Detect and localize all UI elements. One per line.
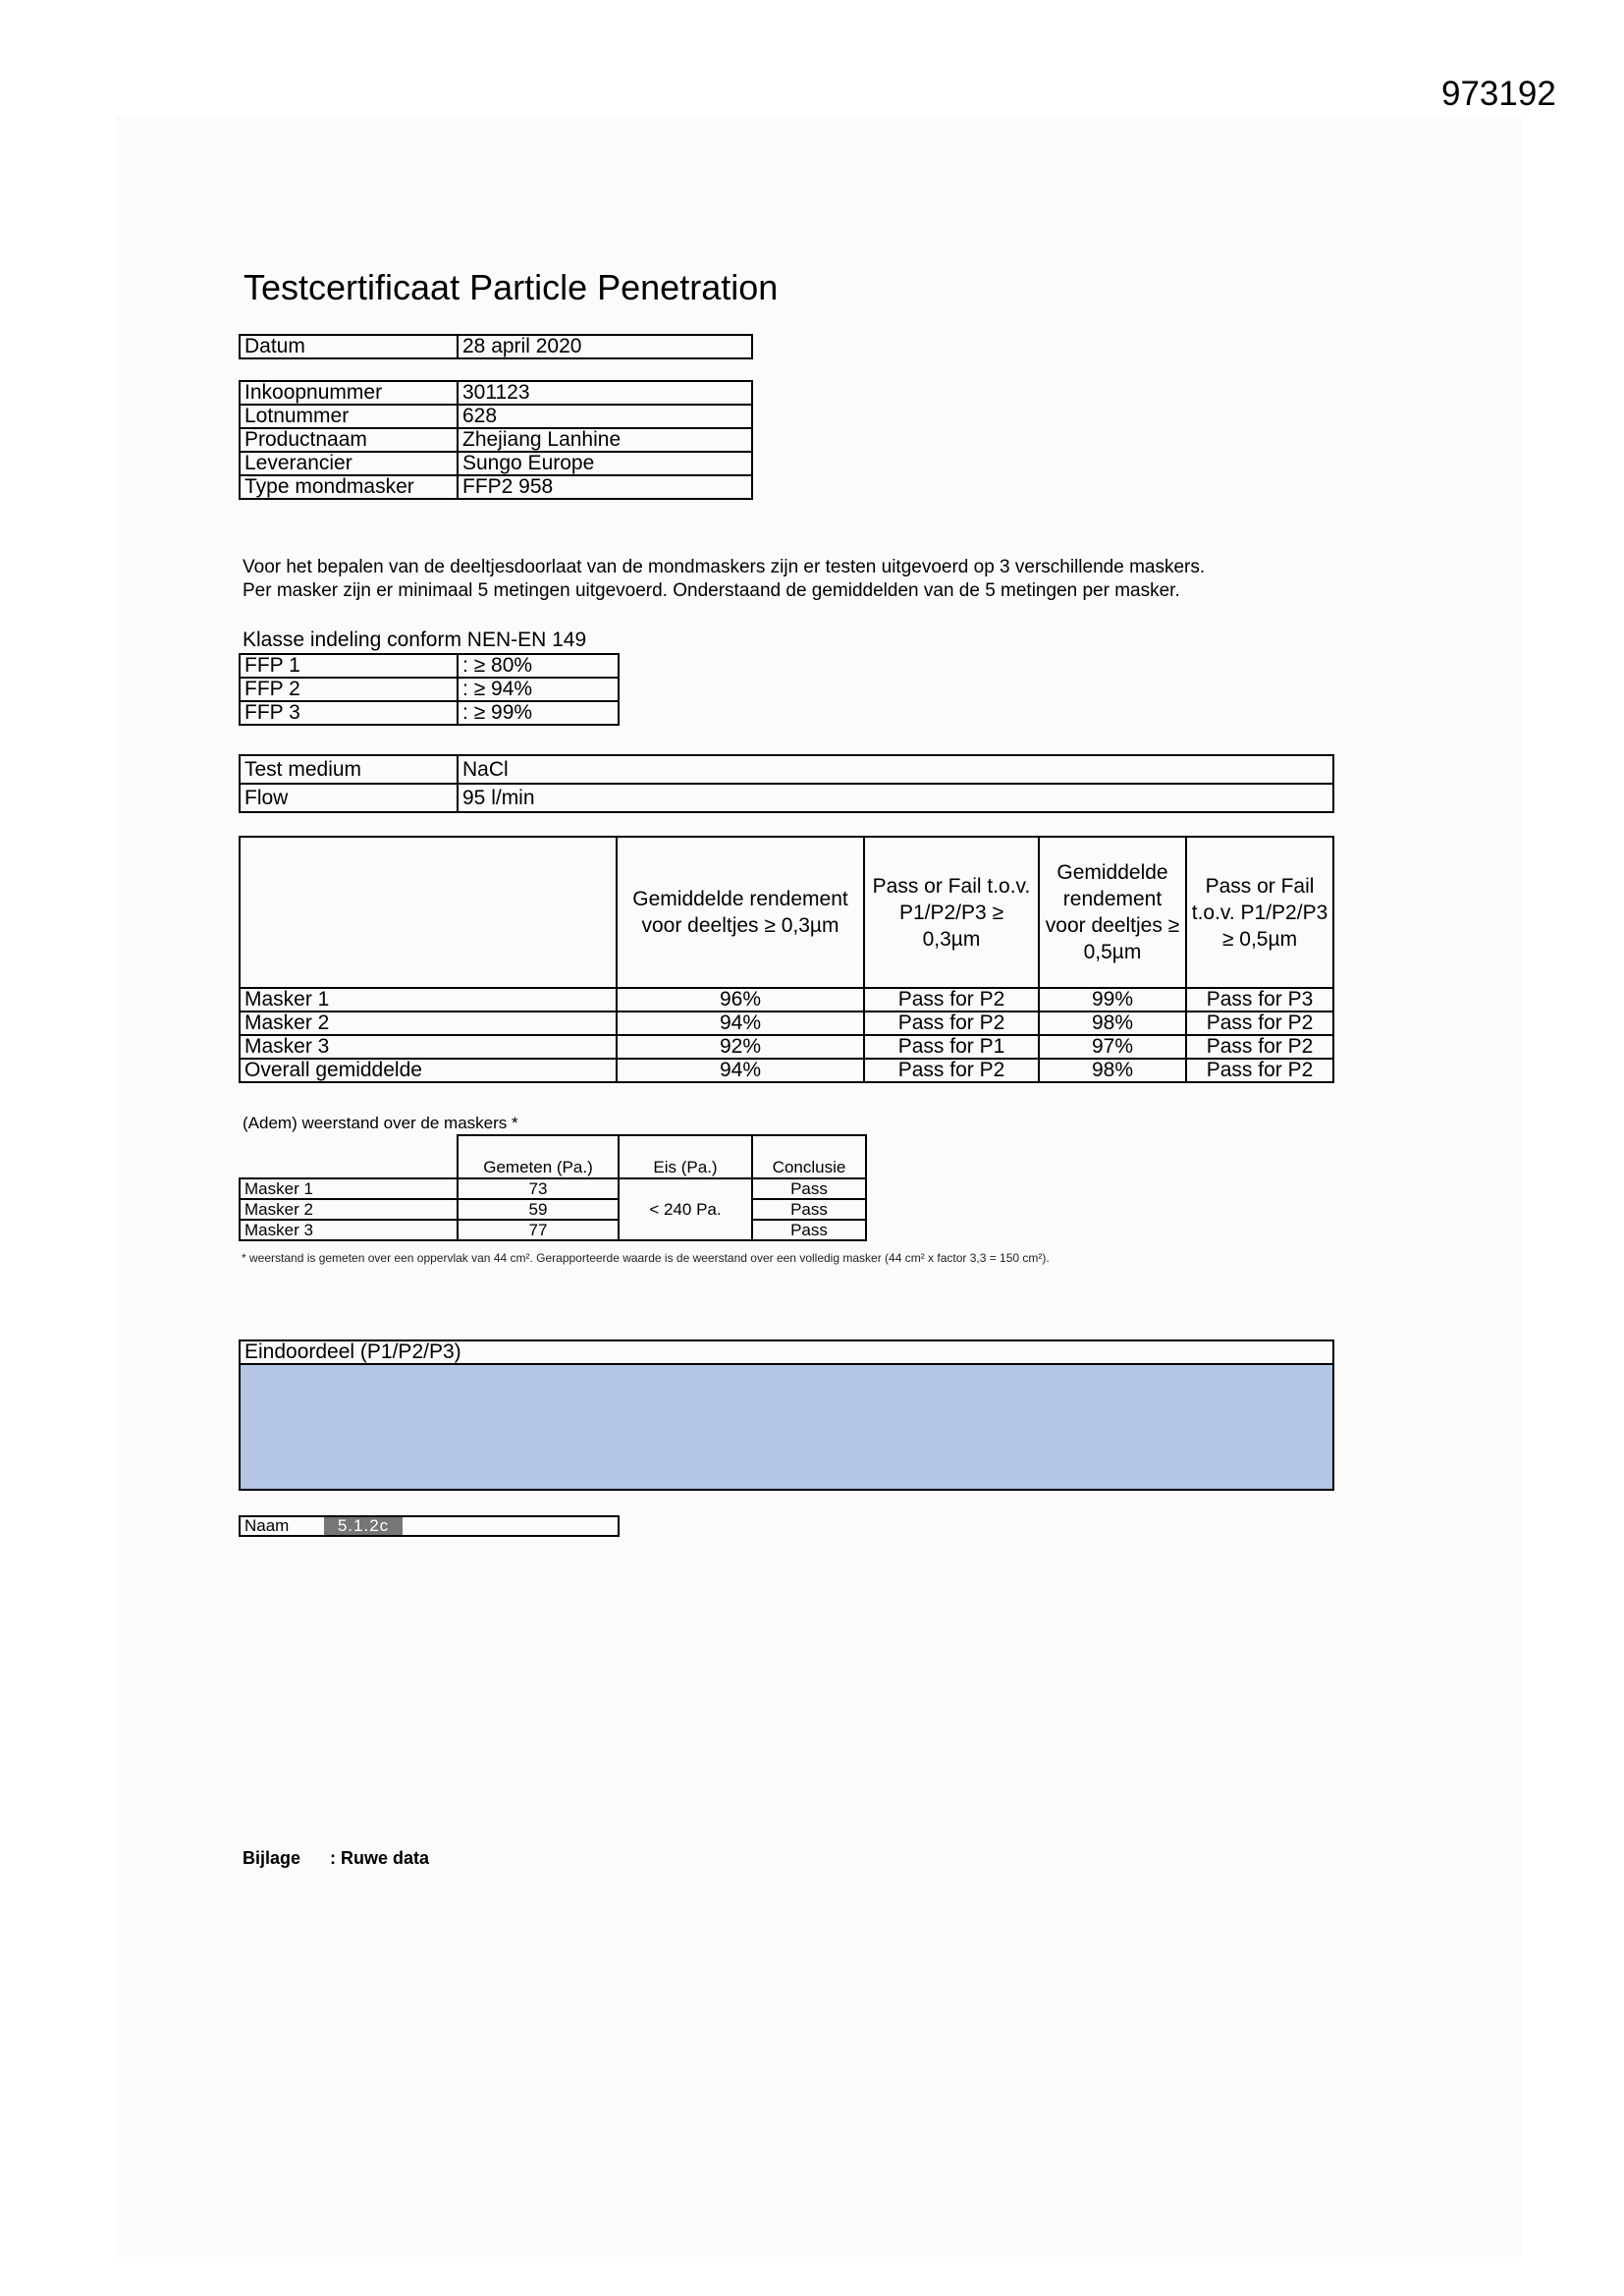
results-header-rendement-05: Gemiddelde rendement voor deeltjes ≥ 0,5µm [1039, 837, 1186, 988]
results-cell: Pass for P2 [1186, 1011, 1333, 1035]
results-header-empty [240, 837, 617, 988]
table-row [240, 1199, 866, 1220]
weerstand-gemeten: 59 [458, 1199, 619, 1220]
results-cell: Pass for P2 [1186, 1059, 1333, 1082]
document-number: 973192 [1441, 75, 1556, 113]
results-cell: 99% [1039, 988, 1186, 1011]
klasse-value: : ≥ 99% [458, 701, 619, 725]
klasse-value: : ≥ 80% [458, 654, 619, 678]
weerstand-label: Masker 1 [240, 1178, 458, 1199]
klasse-label: FFP 1 [240, 654, 458, 678]
table-row [240, 784, 1333, 812]
table-row [240, 1035, 1333, 1059]
intro-text [243, 556, 1205, 603]
intro-line: Per masker zijn er minimaal 5 metingen uitgevoerd. Onderstaand de gemiddelden van de 5 metingen per masker. [243, 580, 1180, 601]
info-value: Sungo Europe [458, 452, 752, 475]
weerstand-table [239, 1134, 867, 1241]
results-cell: Pass for P2 [864, 1059, 1039, 1082]
klasse-label: FFP 3 [240, 701, 458, 725]
eindoordeel-label: Eindoordeel (P1/P2/P3) [240, 1340, 1333, 1364]
medium-value: NaCl [458, 755, 1333, 784]
klasse-value: : ≥ 94% [458, 678, 619, 701]
info-label: Lotnummer [240, 405, 458, 428]
weerstand-gemeten: 73 [458, 1178, 619, 1199]
datum-label: Datum [240, 335, 458, 358]
medium-table [239, 754, 1334, 813]
medium-label: Test medium [240, 755, 458, 784]
klasse-table [239, 653, 620, 726]
weerstand-conclusie: Pass [752, 1178, 866, 1199]
weerstand-header-gemeten: Gemeten (Pa.) [458, 1135, 619, 1178]
table-row [240, 988, 1333, 1011]
weerstand-title: (Adem) weerstand over de maskers * [243, 1114, 518, 1132]
naam-table [239, 1515, 620, 1537]
results-cell-label: Masker 3 [240, 1035, 617, 1059]
results-cell: Pass for P1 [864, 1035, 1039, 1059]
table-row [240, 701, 619, 725]
eindoordeel-table [239, 1339, 1334, 1491]
info-label: Inkoopnummer [240, 381, 458, 405]
results-header-row [240, 837, 1333, 988]
info-label: Type mondmasker [240, 475, 458, 499]
eindoordeel-value [240, 1364, 1333, 1490]
datum-table [239, 334, 753, 359]
results-cell: Pass for P3 [1186, 988, 1333, 1011]
results-header-rendement-03: Gemiddelde rendement voor deeltjes ≥ 0,3µm [617, 837, 864, 988]
intro-line: Voor het bepalen van de deeltjesdoorlaat van de mondmaskers zijn er testen uitgevoerd op 3 verschillende maskers. [243, 557, 1206, 577]
weerstand-conclusie: Pass [752, 1199, 866, 1220]
weerstand-gemeten: 77 [458, 1220, 619, 1240]
naam-label: Naam [240, 1516, 324, 1536]
info-value: Zhejiang Lanhine [458, 428, 752, 452]
naam-code: 5.1.2c [324, 1516, 403, 1536]
table-row [240, 1059, 1333, 1082]
weerstand-header-eis: Eis (Pa.) [619, 1135, 752, 1178]
info-label: Productnaam [240, 428, 458, 452]
results-cell: 98% [1039, 1011, 1186, 1035]
info-label: Leverancier [240, 452, 458, 475]
info-value: 628 [458, 405, 752, 428]
weerstand-footnote: * weerstand is gemeten over een oppervlak van 44 cm². Gerapporteerde waarde is de weerstand over een volledig masker (44 cm² x factor 3,3 = 150 cm²). [242, 1251, 1050, 1265]
results-cell-label: Masker 1 [240, 988, 617, 1011]
flow-value: 95 l/min [458, 784, 1333, 812]
results-cell: 96% [617, 988, 864, 1011]
bijlage-value: : Ruwe data [330, 1848, 430, 1868]
weerstand-label: Masker 2 [240, 1199, 458, 1220]
results-cell-label: Masker 2 [240, 1011, 617, 1035]
results-cell: 94% [617, 1059, 864, 1082]
table-row [240, 335, 752, 358]
table-row [240, 475, 752, 499]
info-value: FFP2 958 [458, 475, 752, 499]
naam-value [403, 1516, 619, 1536]
table-row [240, 678, 619, 701]
weerstand-conclusie: Pass [752, 1220, 866, 1240]
table-row [240, 452, 752, 475]
results-cell: Pass for P2 [864, 1011, 1039, 1035]
info-value: 301123 [458, 381, 752, 405]
weerstand-header-empty [240, 1135, 458, 1178]
results-cell: 92% [617, 1035, 864, 1059]
table-row [240, 381, 752, 405]
results-cell: 94% [617, 1011, 864, 1035]
table-row [240, 755, 1333, 784]
product-info-table [239, 380, 753, 500]
table-row [240, 1516, 619, 1536]
table-row [240, 1364, 1333, 1490]
weerstand-label: Masker 3 [240, 1220, 458, 1240]
results-header-pass-03: Pass or Fail t.o.v. P1/P2/P3 ≥ 0,3µm [864, 837, 1039, 988]
table-row [240, 1340, 1333, 1364]
table-row [240, 428, 752, 452]
table-row [240, 654, 619, 678]
results-cell: Pass for P2 [864, 988, 1039, 1011]
results-header-pass-05: Pass or Fail t.o.v. P1/P2/P3 ≥ 0,5µm [1186, 837, 1333, 988]
klasse-title: Klasse indeling conform NEN-EN 149 [243, 629, 587, 651]
results-cell-label: Overall gemiddelde [240, 1059, 617, 1082]
weerstand-header-row [240, 1135, 866, 1178]
klasse-label: FFP 2 [240, 678, 458, 701]
weerstand-eis: < 240 Pa. [619, 1178, 752, 1240]
table-row [240, 1220, 866, 1240]
weerstand-header-conclusie: Conclusie [752, 1135, 866, 1178]
results-cell: Pass for P2 [1186, 1035, 1333, 1059]
table-row [240, 405, 752, 428]
results-cell: 97% [1039, 1035, 1186, 1059]
table-row [240, 1011, 1333, 1035]
datum-value: 28 april 2020 [458, 335, 752, 358]
page-title: Testcertificaat Particle Penetration [244, 267, 779, 307]
flow-label: Flow [240, 784, 458, 812]
table-row [240, 1178, 866, 1199]
bijlage-label: Bijlage [243, 1848, 301, 1868]
results-table [239, 836, 1334, 1083]
results-cell: 98% [1039, 1059, 1186, 1082]
